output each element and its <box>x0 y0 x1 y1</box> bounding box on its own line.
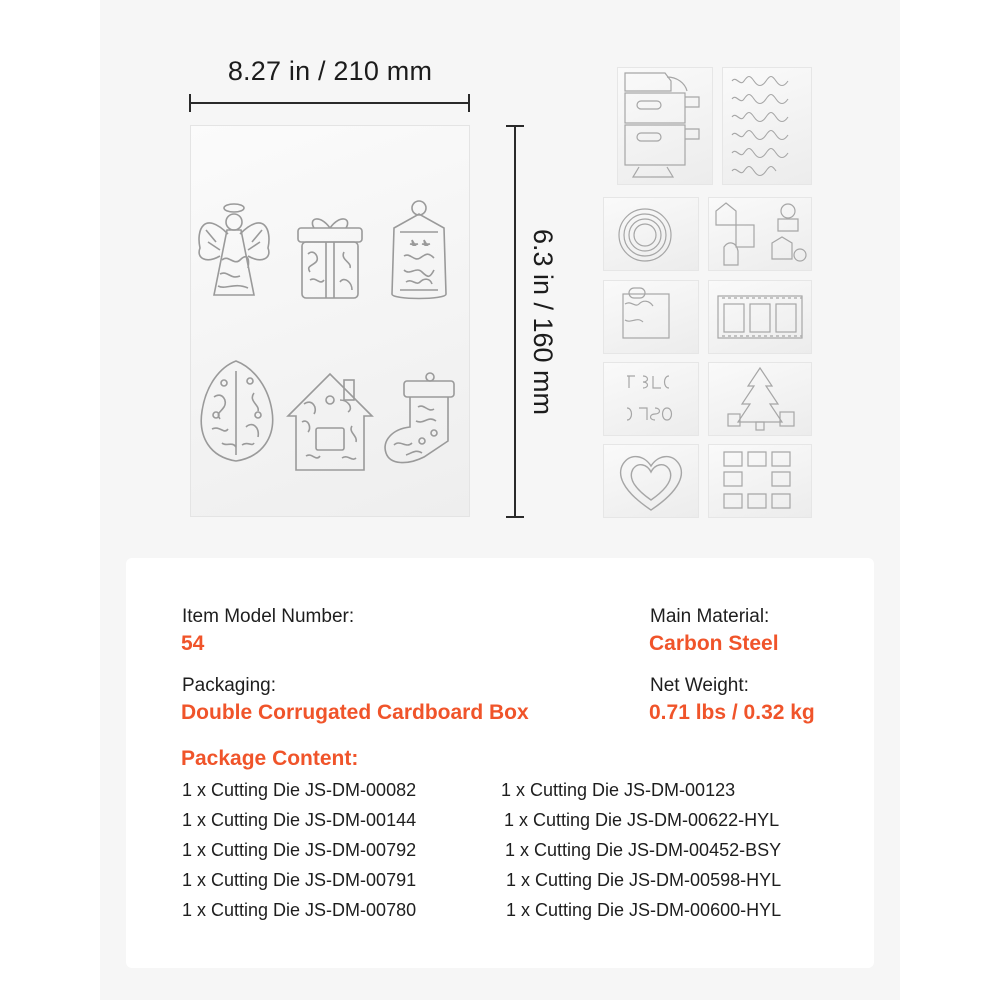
package-item: 1 x Cutting Die JS-DM-00791 <box>182 870 417 890</box>
width-dimension-cap-right <box>468 94 470 112</box>
thumbnail-tags <box>708 444 812 518</box>
main-material-label: Main Material: <box>650 606 770 627</box>
width-dimension-line <box>190 102 470 104</box>
package-item: 1 x Cutting Die JS-DM-00780 <box>182 900 417 920</box>
christmas-tree-die-icon <box>708 362 812 436</box>
main-die-sheet-image <box>190 125 470 517</box>
thumbnail-circle-frames <box>603 197 699 271</box>
thumbnail-pocket-card <box>603 280 699 354</box>
stocking-die-icon <box>378 371 458 467</box>
packaging-label: Packaging: <box>182 675 277 696</box>
net-weight-label: Net Weight: <box>650 675 749 696</box>
thumbnail-gift-box-template <box>617 67 713 185</box>
specifications-card <box>126 558 874 968</box>
main-material-value: Carbon Steel <box>649 632 779 655</box>
height-dimension-label: 6.3 in / 160 mm <box>528 228 558 416</box>
packaging-value: Double Corrugated Cardboard Box <box>181 701 529 724</box>
gingerbread-figures-die-icon <box>708 197 812 271</box>
lantern-die-icon <box>384 198 454 306</box>
model-number-label: Item Model Number: <box>182 606 355 627</box>
circle-frames-die-icon <box>603 197 699 271</box>
package-item: 1 x Cutting Die JS-DM-00622-HYL <box>504 810 780 830</box>
angel-die-icon <box>194 200 274 300</box>
pocket-card-die-icon <box>603 280 699 354</box>
package-item: 1 x Cutting Die JS-DM-00452-BSY <box>505 840 782 860</box>
gift-box-template-icon <box>617 67 713 185</box>
package-content-title: Package Content: <box>181 747 359 770</box>
package-item: 1 x Cutting Die JS-DM-00792 <box>182 840 417 860</box>
film-strip-die-icon <box>708 280 812 354</box>
package-item: 1 x Cutting Die JS-DM-00082 <box>182 780 417 800</box>
width-dimension-label: 8.27 in / 210 mm <box>227 56 433 86</box>
heart-frame-die-icon <box>603 444 699 518</box>
alphabet-die-icon <box>722 67 812 185</box>
net-weight-value: 0.71 lbs / 0.32 kg <box>649 701 815 724</box>
thumbnail-film-strip <box>708 280 812 354</box>
thumbnail-numbers <box>603 362 699 436</box>
package-item: 1 x Cutting Die JS-DM-00598-HYL <box>506 870 782 890</box>
leaf-die-icon <box>196 357 278 465</box>
thumbnail-alphabet <box>722 67 812 185</box>
package-item: 1 x Cutting Die JS-DM-00123 <box>501 780 736 800</box>
model-number-value: 54 <box>181 632 205 655</box>
numbers-die-icon <box>603 362 699 436</box>
height-dimension-cap-bottom <box>506 516 524 518</box>
package-item: 1 x Cutting Die JS-DM-00144 <box>182 810 417 830</box>
thumbnail-gingerbread-figures <box>708 197 812 271</box>
height-dimension-line <box>514 126 516 518</box>
thumbnail-heart-frame <box>603 444 699 518</box>
house-die-icon <box>284 370 376 474</box>
gift-box-die-icon <box>292 210 368 302</box>
width-dimension-cap-left <box>189 94 191 112</box>
thumbnail-christmas-tree <box>708 362 812 436</box>
package-item: 1 x Cutting Die JS-DM-00600-HYL <box>506 900 782 920</box>
tags-die-icon <box>708 444 812 518</box>
height-dimension-cap-top <box>506 125 524 127</box>
